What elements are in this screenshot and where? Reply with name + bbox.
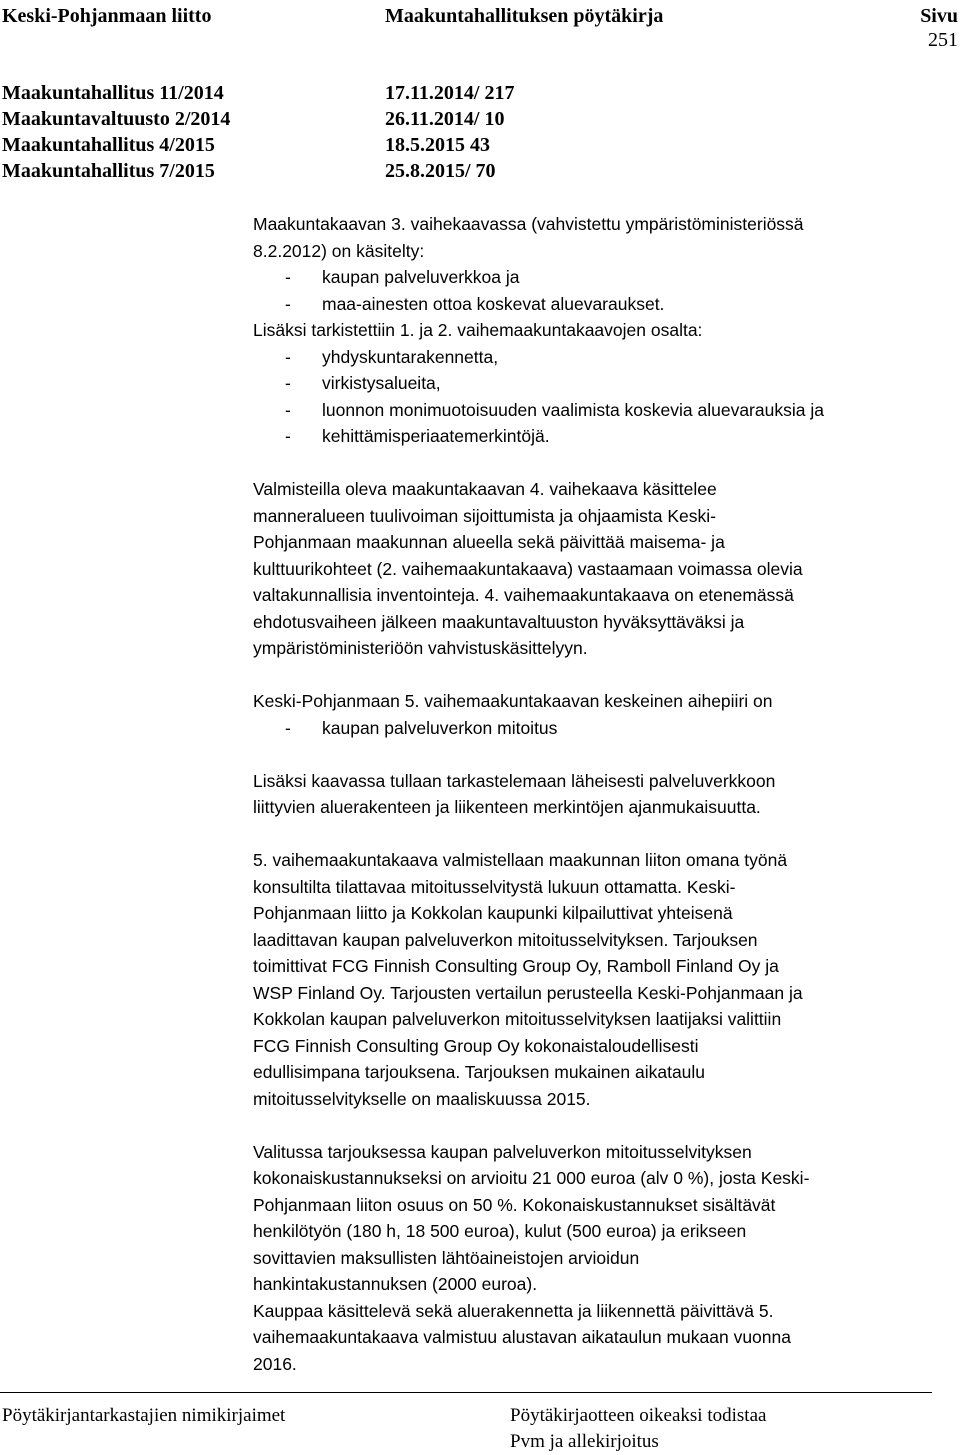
bullet-text: luonnon monimuotoisuuden vaalimista koskevia aluevarauksia ja bbox=[322, 399, 824, 420]
meeting-body: Maakuntahallitus 11/2014 bbox=[2, 82, 224, 104]
text-line: Pohjanmaan liiton osuus on 50 %. Kokonaiskustannukset sisältävät bbox=[253, 1194, 776, 1215]
bullet-text: kaupan palveluverkkoa ja bbox=[322, 267, 520, 287]
bullet-item: - kaupan palveluverkon mitoitus bbox=[285, 717, 558, 738]
text-line: Pohjanmaan liitto ja Kokkolan kaupunki kilpailuttivat yhteisenä bbox=[253, 903, 733, 923]
meeting-ref: 25.8.2015/ 70 bbox=[385, 160, 496, 182]
meeting-body: Maakuntahallitus 4/2015 bbox=[2, 134, 215, 156]
bullet-item: - kehittämisperiaatemerkintöjä. bbox=[285, 426, 550, 446]
text-line: 5. vaihemaakuntakaava valmistellaan maakunnan liiton omana työnä bbox=[253, 850, 788, 870]
bullet-text: kehittämisperiaatemerkintöjä. bbox=[322, 426, 550, 446]
meeting-body: Maakuntahallitus 7/2015 bbox=[2, 160, 215, 182]
text-line: laadittavan kaupan palveluverkon mitoitusselvityksen. Tarjouksen bbox=[253, 929, 758, 950]
page-number: 251 bbox=[928, 29, 958, 51]
footer-divider bbox=[0, 1392, 932, 1393]
meeting-ref: 17.11.2014/ 217 bbox=[385, 82, 515, 104]
text-line: liittyvien aluerakenteen ja liikenteen merkintöjen ajanmukaisuutta. bbox=[253, 797, 761, 817]
text-line: mitoitusselvitykselle on maaliskuussa 2015. bbox=[253, 1088, 591, 1109]
bullet-item: - virkistysalueita, bbox=[285, 373, 441, 393]
bullet-text: virkistysalueita, bbox=[322, 373, 441, 393]
header-doc-type: Maakuntahallituksen pöytäkirja bbox=[385, 5, 664, 27]
text-line: Lisäksi tarkistettiin 1. ja 2. vaihemaakuntakaavojen osalta: bbox=[253, 320, 703, 340]
text-line: Maakuntakaavan 3. vaihekaavassa (vahvistettu ympäristöministeriössä bbox=[253, 214, 804, 234]
meeting-body: Maakuntavaltuusto 2/2014 bbox=[2, 108, 231, 130]
text-line: Kokkolan kaupan palveluverkon mitoitusselvityksen laatijaksi valittiin bbox=[253, 1009, 782, 1029]
text-line: sovittavien maksullisten lähtöaineistojen arvioidun bbox=[253, 1247, 640, 1268]
bullet-item: - yhdyskuntarakennetta, bbox=[285, 346, 499, 367]
text-line: Kauppaa käsittelevä sekä aluerakennetta ja liikennettä päivittävä 5. bbox=[253, 1300, 774, 1321]
text-line: 8.2.2012) on käsitelty: bbox=[253, 240, 425, 261]
text-line: Keski-Pohjanmaan 5. vaihemaakuntakaavan keskeinen aihepiiri on bbox=[253, 691, 773, 711]
text-line: manneralueen tuulivoiman sijoittumista ja ohjaamista Keski- bbox=[253, 505, 716, 526]
paragraph-3rd-phase-plan bbox=[253, 211, 943, 317]
text-line: valtakunnallisia inventointeja. 4. vaihemaakuntakaava on etenemässä bbox=[253, 585, 794, 605]
text-line: Valitussa tarjouksessa kaupan palveluverkon mitoitusselvityksen bbox=[253, 1141, 752, 1162]
bullet-text: kaupan palveluverkon mitoitus bbox=[322, 717, 558, 738]
text-line: WSP Finland Oy. Tarjousten vertailun perusteella Keski-Pohjanmaan ja bbox=[253, 982, 803, 1003]
bullet-text: maa-ainesten ottoa koskevat aluevaraukset. bbox=[322, 293, 665, 314]
text-line: ehdotusvaiheen jälkeen maakuntavaltuuston hyväksyttäväksi ja bbox=[253, 611, 745, 632]
bullet-item: - luonnon monimuotoisuuden vaalimista koskevia aluevarauksia ja bbox=[285, 399, 824, 420]
meeting-ref: 26.11.2014/ 10 bbox=[385, 108, 505, 130]
text-line: edullisimpana tarjouksena. Tarjouksen mukainen aikataulu bbox=[253, 1062, 706, 1082]
text-line: Lisäksi kaavassa tullaan tarkastelemaan läheisesti palveluverkkoon bbox=[253, 770, 776, 791]
footer-minutes-checkers: Pöytäkirjantarkastajien nimikirjaimet bbox=[2, 1405, 286, 1426]
text-line: henkilötyön (180 h, 18 500 euroa), kulut (500 euroa) ja erikseen bbox=[253, 1221, 747, 1241]
text-line: konsultilta tilattavaa mitoitusselvitystä lukuun ottamatta. Keski- bbox=[253, 876, 736, 897]
meeting-ref: 18.5.2015 43 bbox=[385, 134, 490, 156]
text-line: hankintakustannuksen (2000 euroa). bbox=[253, 1274, 538, 1294]
text-line: toimittivat FCG Finnish Consulting Group Oy, Ramboll Finland Oy ja bbox=[253, 956, 779, 976]
paragraph-5th-phase-topic bbox=[253, 688, 943, 741]
footer-certification: Pöytäkirjaotteen oikeaksi todistaa bbox=[510, 1405, 767, 1426]
bullet-item: - kaupan palveluverkkoa ja bbox=[285, 267, 520, 287]
text-line: ympäristöministeriöön vahvistuskäsittelyyn. bbox=[253, 638, 588, 658]
paragraph-preparation bbox=[253, 847, 943, 1112]
header-org: Keski-Pohjanmaan liitto bbox=[2, 5, 212, 27]
paragraph-review-1-2 bbox=[253, 317, 943, 450]
paragraph-costs bbox=[253, 1139, 943, 1378]
bullet-item: - maa-ainesten ottoa koskevat aluevaraukset. bbox=[285, 293, 665, 314]
text-line: FCG Finnish Consulting Group Oy kokonaistaloudellisesti bbox=[253, 1035, 699, 1056]
text-line: Valmisteilla oleva maakuntakaavan 4. vaihekaava käsittelee bbox=[253, 479, 717, 499]
bullet-text: yhdyskuntarakennetta, bbox=[322, 346, 499, 367]
text-line: vaihemaakuntakaava valmistuu alustavan aikataulun mukaan vuonna bbox=[253, 1327, 791, 1347]
footer-date-signature: Pvm ja allekirjoitus bbox=[510, 1431, 659, 1452]
text-line: Pohjanmaan maakunnan alueella sekä päivittää maisema- ja bbox=[253, 532, 725, 552]
text-line: kulttuurikohteet (2. vaihemaakuntakaava) vastaamaan voimassa olevia bbox=[253, 558, 803, 579]
paragraph-additional-review bbox=[253, 768, 943, 821]
paragraph-4th-phase-plan bbox=[253, 476, 943, 662]
header-page-label: Sivu bbox=[920, 5, 958, 27]
text-line: 2016. bbox=[253, 1353, 297, 1374]
text-line: kokonaiskustannukseksi on arvioitu 21 000 euroa (alv 0 %), josta Keski- bbox=[253, 1168, 810, 1188]
document-body bbox=[253, 211, 943, 1377]
